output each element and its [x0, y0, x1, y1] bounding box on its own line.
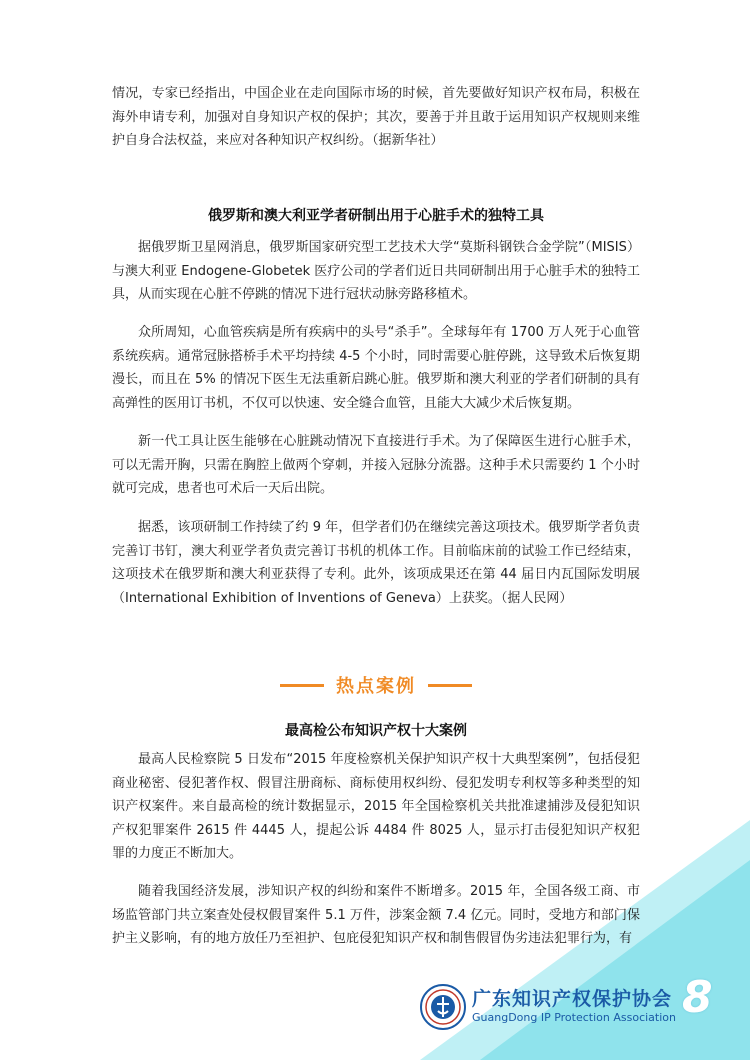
article2-paragraph-2: 随着我国经济发展，涉知识产权的纠纷和案件不断增多。2015 年，全国各级工商、市场监管部门共立案查处侵权假冒案件 5.1 万件，涉案金额 7.4 亿元。同时，受地方和部门保护主义影响，有的地方放任乃至袒护、包庇侵犯知识产权和制售假冒伪劣违法犯罪行为，有	[112, 884, 640, 946]
association-name-en: GuangDong IP Protection Association	[472, 1011, 676, 1024]
article1-paragraph-1: 据俄罗斯卫星网消息，俄罗斯国家研究型工艺技术大学“莫斯科钢铁合金学院”（MISIS）与澳大利亚 Endogene-Globetek 医疗公司的学者们近日共同研制出用于心脏手术的独特工具，从而实现在心脏不停跳的情况下进行冠状动脉旁路移植术。	[112, 240, 640, 302]
article2-paragraph-1: 最高人民检察院 5 日发布“2015 年度检察机关保护知识产权十大典型案例”，包括侵犯商业秘密、侵犯著作权、假冒注册商标、商标使用权纠纷、侵犯发明专利权等多种类型的知识产权案件。来自最高检的统计数据显示，2015 年全国检察机关共批准逮捕涉及侵犯知识产权犯罪案件 2615 件 4445 人，提起公诉 4484 件 8025 人，显示打击侵犯知识产权犯罪的力度正不断加大。	[112, 752, 640, 861]
footer	[420, 972, 720, 1040]
section-dash-left	[280, 684, 324, 687]
association-name-cn: 广东知识产权保护协会	[472, 988, 673, 1010]
section-title: 热点案例	[336, 676, 416, 697]
article1-paragraph-3: 新一代工具让医生能够在心脏跳动情况下直接进行手术。为了保障医生进行心脏手术，可以无需开胸，只需在胸腔上做两个穿刺，并接入冠脉分流器。这种手术只需要约 1 个小时就可完成，患者也可术后一天后出院。	[112, 434, 640, 496]
association-logo-icon	[420, 984, 466, 1030]
article2-title: 最高检公布知识产权十大案例	[285, 723, 467, 739]
article1-paragraph-4: 据悉，该项研制工作持续了约 9 年，但学者们仍在继续完善这项技术。俄罗斯学者负责完善订书钉，澳大利亚学者负责完善订书机的机体工作。目前临床前的试验工作已经结束，这项技术在俄罗斯和澳大利亚获得了专利。此外，该项成果还在第 44 届日内瓦国际发明展（International Exhibition of Inventions of Geneva）上获奖。（据人民网）	[112, 520, 640, 606]
article1-paragraph-2: 众所周知，心血管疾病是所有疾病中的头号“杀手”。全球每年有 1700 万人死于心血管系统疾病。通常冠脉搭桥手术平均持续 4-5 个小时，同时需要心脏停跳，这导致术后恢复期漫长，而且在 5% 的情况下医生无法重新启跳心脏。俄罗斯和澳大利亚的学者们研制的具有高弹性的医用订书机，不仅可以快速、安全缝合血管，且能大大减少术后恢复期。	[112, 325, 640, 411]
section-dash-right	[428, 684, 472, 687]
intro-paragraph: 情况，专家已经指出，中国企业在走向国际市场的时候，首先要做好知识产权布局，积极在海外申请专利，加强对自身知识产权的保护；其次，要善于并且敢于运用知识产权规则来维护自身合法权益，来应对各种知识产权纠纷。（据新华社）	[112, 86, 640, 148]
page-number: 8	[682, 972, 713, 1023]
article1-title: 俄罗斯和澳大利亚学者研制出用于心脏手术的独特工具	[208, 208, 544, 224]
section-heading	[112, 672, 640, 698]
